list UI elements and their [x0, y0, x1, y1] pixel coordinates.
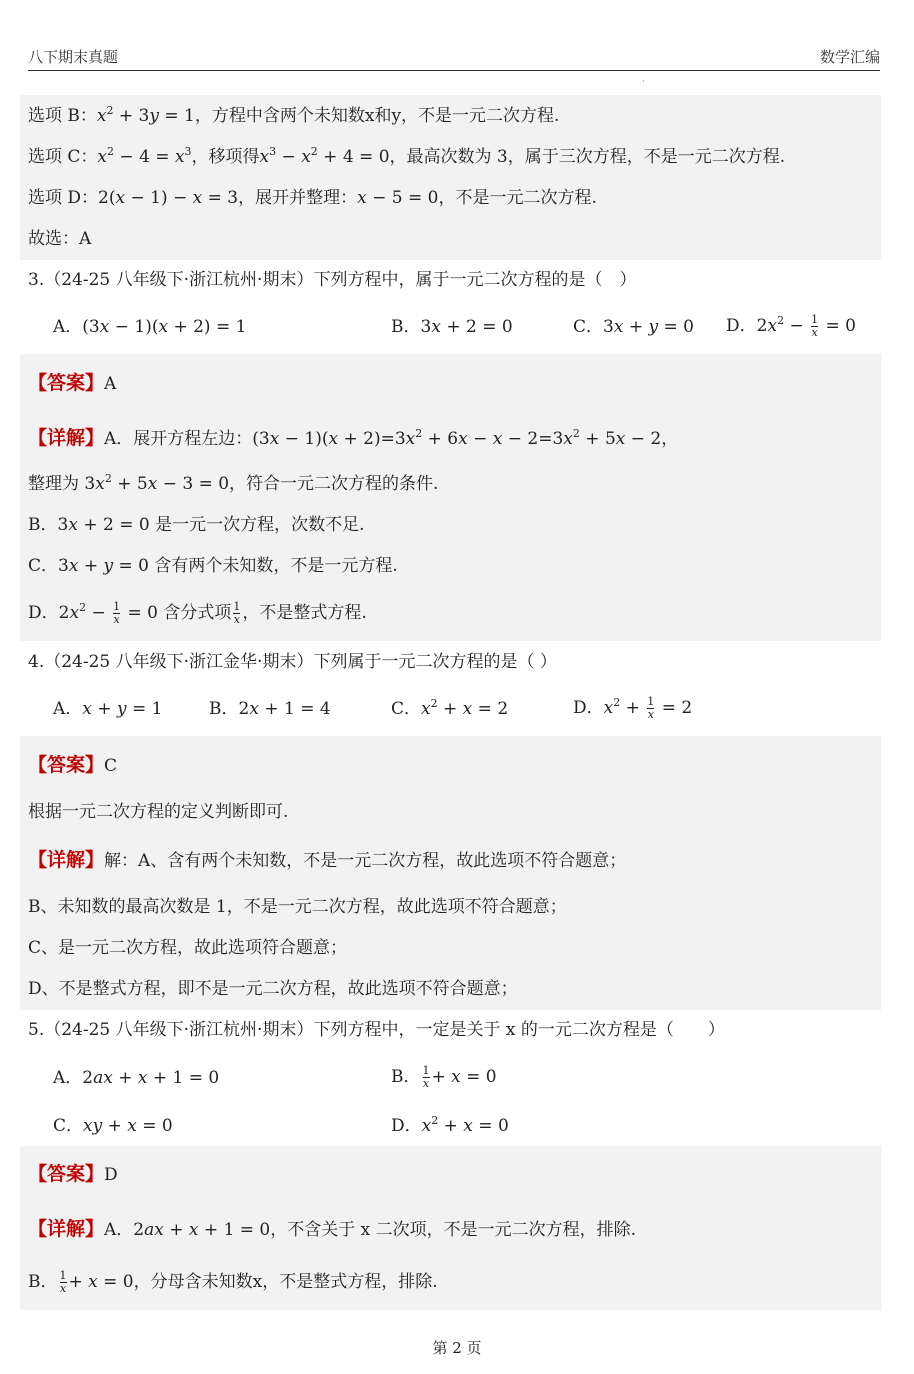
question-3-stem: 3.（24-25 八年级下·浙江杭州·期末）下列方程中，属于一元二次方程的是（ ） [28, 270, 637, 290]
q4-option-a: A．x + y = 1 [53, 699, 163, 719]
q4-detail-line-4: D、不是整式方程，即不是一元二次方程，故此选项不符合题意； [28, 979, 518, 999]
q4-detail-line-2: B、未知数的最高次数是 1，不是一元二次方程，故此选项不符合题意； [28, 897, 567, 917]
answer-tag: 【答案】 [28, 372, 105, 394]
q3-detail-line-4: C．3x + y = 0 含有两个未知数，不是一元方程. [28, 556, 398, 576]
q4-option-d: D．$x^2$ + $\frac{1}{x}$ = 2 [573, 695, 693, 721]
q5-detail-line-2: B． $\frac{1}{x}$ + x = 0，分母含未知数x，不是整式方程，排除. [28, 1269, 438, 1295]
q3-detail-line-3: B．3x + 2 = 0 是一元一次方程，次数不足. [28, 515, 365, 535]
answer-tag: 【答案】 [28, 1163, 105, 1185]
question-4-stem: 4.（24-25 八年级下·浙江金华·期末）下列属于一元二次方程的是（ ） [28, 652, 557, 672]
q3-answer-line: 【答案】A [28, 372, 117, 394]
q4-option-c: C．$x^2 + x = 2$ [391, 697, 509, 719]
q3-detail-line-5: D．$2x^2$ − $\frac{1}{x}$ = 0 含分式项 $\frac{1}{x}$ ，不是整式方程. [28, 600, 367, 626]
q4-answer-line: 【答案】C [28, 754, 118, 776]
conclusion-line: 故选：A [28, 229, 92, 249]
stray-dot: · [642, 77, 645, 86]
q3-option-d: D．$2x^2$ − $\frac{1}{x}$ = 0 [726, 313, 856, 339]
option-c-line: 选项 C：$x^2 - 4 = x^3$，移项得$x^3 - x^2 + 4 = 0$，最高次数为 3，属于三次方程，不是一元二次方程. [28, 145, 786, 167]
q5-option-b: B． $\frac{1}{x}$ + x = 0 [391, 1064, 497, 1090]
page-number: 第 2 页 [432, 1339, 482, 1357]
q4-option-b: B．2x + 1 = 4 [209, 699, 331, 719]
q3-detail-line-1: 【详解】A．展开方程左边：$(3x - 1)(x + 2)=3x^2 + 6x - x - 2=3x^2 + 5x - 2$， [28, 427, 679, 449]
q5-detail-line-1: 【详解】A．2ax + x + 1 = 0，不含关于 x 二次项，不是一元二次方程，排除. [28, 1218, 637, 1240]
page-header [28, 44, 880, 71]
option-d-line: 选项 D：2(x − 1) − x = 3，展开并整理：x − 5 = 0，不是一元二次方程. [28, 188, 597, 208]
q4-detail-line-3: C、是一元二次方程，故此选项符合题意； [28, 938, 348, 958]
detail-tag: 【详解】 [28, 849, 105, 871]
q5-option-c: C．xy + x = 0 [53, 1116, 173, 1136]
solution-block-q3 [20, 354, 881, 641]
q3-detail-line-2: 整理为 $3x^2 + 5x - 3 = 0$，符合一元二次方程的条件. [28, 472, 439, 494]
q3-option-a: A．(3x − 1)(x + 2) = 1 [53, 317, 247, 337]
header-left-title: 八下期末真题 [28, 48, 119, 66]
question-5-stem: 5.（24-25 八年级下·浙江杭州·期末）下列方程中，一定是关于 x 的一元二次方程是（ ） [28, 1020, 725, 1040]
answer-tag: 【答案】 [28, 754, 105, 776]
detail-tag: 【详解】 [28, 427, 105, 449]
q4-detail-line-1: 【详解】解：A、含有两个未知数，不是一元二次方程，故此选项不符合题意； [28, 849, 627, 871]
q3-option-c: C．3x + y = 0 [573, 317, 694, 337]
q5-option-a: A．2ax + x + 1 = 0 [53, 1068, 220, 1088]
header-right-title: 数学汇编 [819, 48, 880, 66]
q4-analysis-line: 根据一元二次方程的定义判断即可. [28, 802, 289, 822]
detail-tag: 【详解】 [28, 1218, 105, 1240]
solution-block-q4 [20, 736, 881, 1010]
option-b-line: 选项 B：$x^2 + 3y = 1$，方程中含两个未知数x和y，不是一元二次方程. [28, 104, 560, 126]
q5-answer-line: 【答案】D [28, 1163, 118, 1185]
q5-option-d: D．$x^2 + x = 0$ [391, 1114, 509, 1136]
q3-option-b: B．3x + 2 = 0 [391, 317, 513, 337]
